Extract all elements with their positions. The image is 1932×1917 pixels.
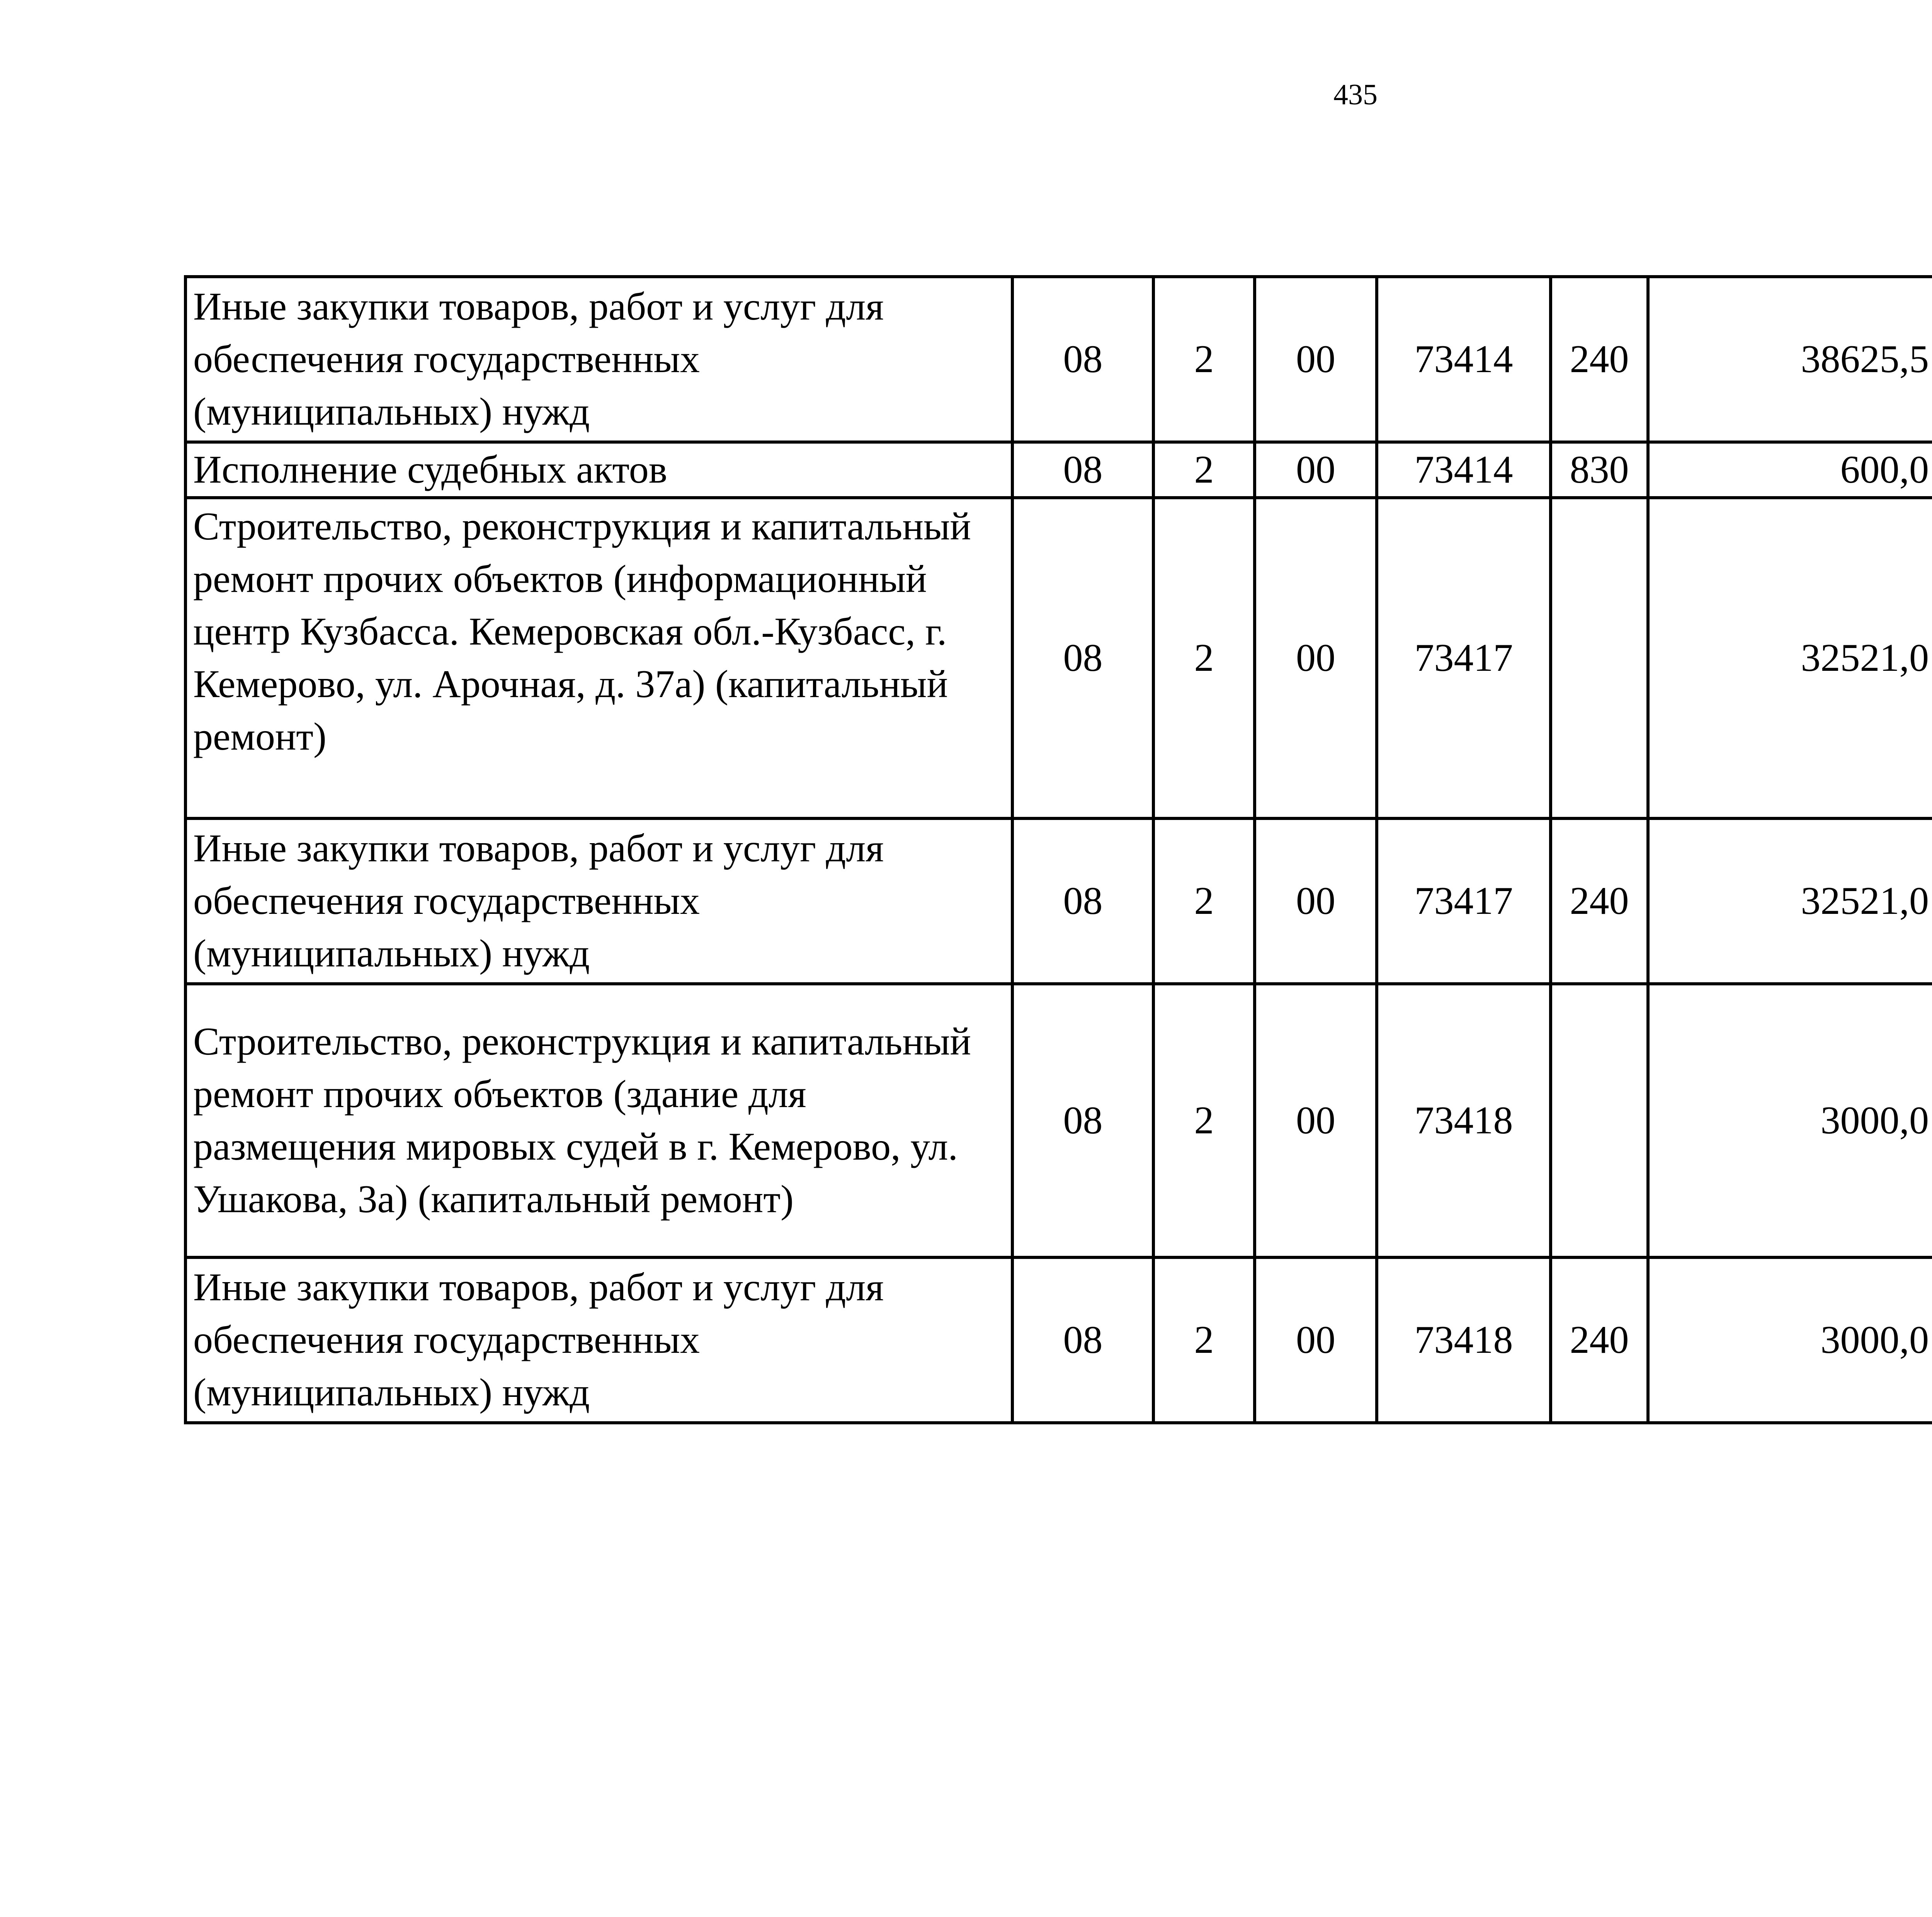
page-number: 435 (1333, 78, 1378, 111)
row-name: Строительство, реконструкция и капитальный ремонт прочих объектов (здание для размещения мировых судей в г. Кемерово, ул. Ушакова, 3а) (капитальный ремонт) (185, 984, 1012, 1257)
amount: 600,0 (1648, 442, 1932, 498)
section-code: 08 (1012, 442, 1153, 498)
row-name: Иные закупки товаров, работ и услуг для обеспечения государственных (муниципальных) нужд (185, 1257, 1012, 1423)
subprogram-code: 00 (1255, 818, 1377, 984)
program-code: 2 (1153, 498, 1255, 818)
expense-type-code: 830 (1551, 442, 1648, 498)
subprogram-code: 00 (1255, 498, 1377, 818)
budget-table (184, 275, 1932, 1424)
table-row (185, 984, 1932, 1257)
amount: 38625,5 (1648, 277, 1932, 442)
subprogram-code: 00 (1255, 984, 1377, 1257)
amount: 32521,0 (1648, 498, 1932, 818)
row-name: Иные закупки товаров, работ и услуг для обеспечения государственных (муниципальных) нужд (185, 818, 1012, 984)
table-row (185, 277, 1932, 442)
table-row (185, 442, 1932, 498)
table-row (185, 818, 1932, 984)
section-code: 08 (1012, 984, 1153, 1257)
expense-type-code: 240 (1551, 818, 1648, 984)
expense-type-code: 240 (1551, 1257, 1648, 1423)
subprogram-code: 00 (1255, 1257, 1377, 1423)
row-name: Строительство, реконструкция и капитальный ремонт прочих объектов (информационный центр Кузбасса. Кемеровская обл.-Кузбасс, г. Кемерово, ул. Арочная, д. 37а) (капитальный ремонт) (185, 498, 1012, 818)
program-code: 2 (1153, 1257, 1255, 1423)
target-code: 73417 (1377, 498, 1551, 818)
subprogram-code: 00 (1255, 442, 1377, 498)
target-code: 73414 (1377, 442, 1551, 498)
table-row (185, 498, 1932, 818)
target-code: 73418 (1377, 984, 1551, 1257)
target-code: 73417 (1377, 818, 1551, 984)
program-code: 2 (1153, 984, 1255, 1257)
amount: 3000,0 (1648, 1257, 1932, 1423)
amount: 32521,0 (1648, 818, 1932, 984)
section-code: 08 (1012, 498, 1153, 818)
program-code: 2 (1153, 442, 1255, 498)
section-code: 08 (1012, 1257, 1153, 1423)
target-code: 73418 (1377, 1257, 1551, 1423)
section-code: 08 (1012, 818, 1153, 984)
section-code: 08 (1012, 277, 1153, 442)
row-name: Исполнение судебных актов (185, 442, 1012, 498)
expense-type-code (1551, 984, 1648, 1257)
row-name: Иные закупки товаров, работ и услуг для обеспечения государственных (муниципальных) нужд (185, 277, 1012, 442)
expense-type-code (1551, 498, 1648, 818)
target-code: 73414 (1377, 277, 1551, 442)
program-code: 2 (1153, 277, 1255, 442)
program-code: 2 (1153, 818, 1255, 984)
table-row (185, 1257, 1932, 1423)
amount: 3000,0 (1648, 984, 1932, 1257)
expense-type-code: 240 (1551, 277, 1648, 442)
subprogram-code: 00 (1255, 277, 1377, 442)
